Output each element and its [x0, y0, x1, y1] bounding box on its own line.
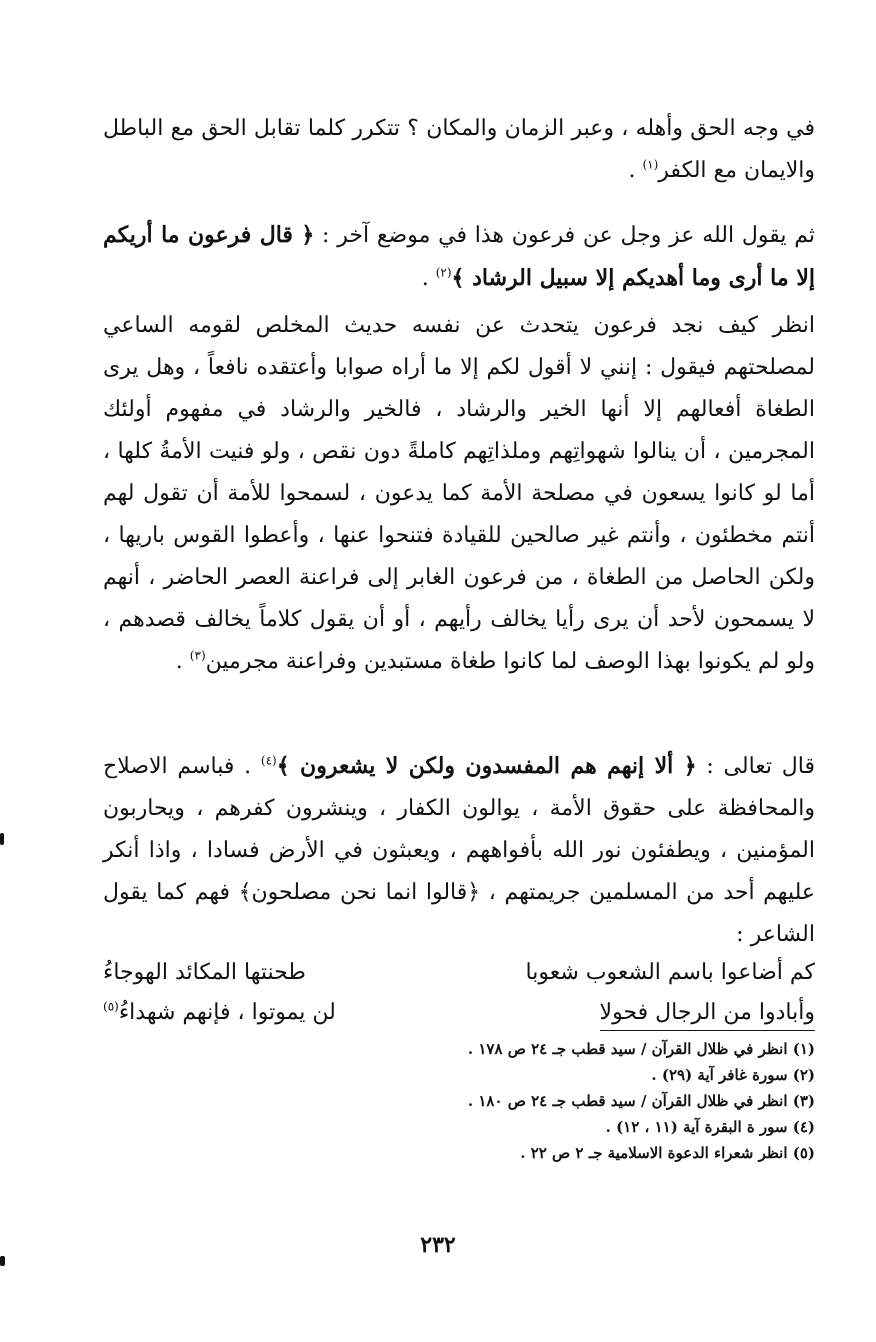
poem-line-1 — [103, 953, 815, 993]
poem-line-1-first-hemistich: كم أضاعوا باسم الشعوب شعوبا — [525, 960, 815, 985]
footnote-ref-4: (٤) — [260, 753, 277, 768]
footnote-ref-3: (٣) — [189, 648, 206, 663]
footnote-2: (٢) سورة غافر آية (٢٩) . — [651, 1066, 815, 1084]
paragraph-4 — [103, 745, 815, 956]
paragraph-4-body: . فباسم الاصلاح والمحافظة على حقوق الأمة ، يوالون الكفار ، وينشرون كفرهم ، ويحاربون المؤمنين ، ويطفئون نور الله بأفواههم ، ويعبثون في الأرض فسادا ، واذا أنكر عليهم أحد من المسلمين جريمتهم ، ﴿قالوا انما نحن مصلحون﴾ فهم كما يقول الشاعر : — [103, 754, 815, 947]
paragraph-1-end: . — [628, 158, 643, 183]
paragraph-2-end: . — [421, 266, 436, 291]
paragraph-4-pre: قال تعالى : — [696, 754, 815, 779]
paragraph-3 — [103, 305, 815, 683]
footnotes — [103, 1036, 815, 1166]
paragraph-1 — [103, 108, 815, 192]
poem-line-2-first-hemistich: وأبادوا من الرجال فحولا — [599, 1000, 815, 1025]
poem-verses — [103, 953, 815, 1033]
paragraph-3-end: . — [175, 649, 190, 674]
page-number: ٢٣٢ — [420, 1232, 456, 1258]
paragraph-1-text: في وجه الحق وأهله ، وعبر الزمان والمكان ؟ تتكرر كلما تقابل الحق مع الباطل والايمان مع الكفر — [103, 116, 815, 183]
footnote-3: (٣) انظر في ظلال القرآن / سيد قطب جـ ٢٤ ص ١٨٠ . — [467, 1092, 815, 1110]
footnote-ref-2: (٢) — [435, 265, 452, 280]
quran-verse-ghafir: ﴿ قال فرعون ما أريكم إلا ما أرى وما أهديكم إلا سبيل الرشاد ﴾ — [103, 222, 815, 291]
poem-line-2-second-text: لن يموتوا ، فإنهم شهداءُ — [118, 1000, 336, 1025]
footnote-5: (٥) انظر شعراء الدعوة الاسلامية جـ ٢ ص ٢٢ . — [520, 1144, 815, 1162]
scan-speck — [0, 1256, 5, 1266]
quran-verse-baqarah: ﴿ ألا إنهم هم المفسدون ولكن لا يشعرون ﴾ — [276, 753, 697, 779]
footnote-4: (٤) سور ة البقرة آية (١١ ، ١٢) . — [605, 1118, 815, 1136]
poem-line-1-second-hemistich: طحنتها المكائد الهوجاءُ — [103, 960, 306, 985]
footnote-divider — [600, 1030, 815, 1031]
footnote-ref-1: (١) — [642, 157, 659, 172]
scan-speck — [0, 833, 4, 845]
poem-line-2 — [103, 993, 815, 1033]
footnote-ref-5: (٥) — [103, 999, 119, 1014]
footnote-1: (١) انظر في ظلال القرآن / سيد قطب جـ ٢٤ ص ١٧٨ . — [467, 1040, 815, 1058]
paragraph-3-text: انظر كيف نجد فرعون يتحدث عن نفسه حديث المخلص لقومه الساعي لمصلحتهم فيقول : إنني لا أقول لكم إلا ما أراه صوابا وأعتقده نافعاً ، وهل يرى الطغاة أفعالهم إلا أنها الخير والرشاد ، فالخير والرشاد في مفهوم أولئك المجرمين ، أن ينالوا شهواتِهم وملذاتِهم كاملةً دون نقص ، ولو فنيت الأمةُ كلها ، أما لو كانوا يسعون في مصلحة الأمة كما يدعون ، لسمحوا للأمة أن تقول لهم أنتم مخطئون ، وأنتم غير صالحين للقيادة فتنحوا عنها ، وأعطوا القوس باريها ، ولكن الحاصل من الطغاة ، من فرعون الغابر إلى فراعنة العصر الحاضر ، أنهم لا يسمحون لأحد أن يرى رأيا يخالف رأيهم ، أو أن يقول كلاماً يخالف قصدهم ، ولو لم يكونوا بهذا الوصف لما كانوا طغاة مستبدين وفراعنة مجرمين — [103, 313, 815, 674]
poem-line-2-second-hemistich — [103, 993, 336, 1033]
paragraph-2 — [103, 214, 815, 300]
paragraph-2-pre: ثم يقول الله عز وجل عن فرعون هذا في موضع آخر : — [314, 223, 815, 248]
